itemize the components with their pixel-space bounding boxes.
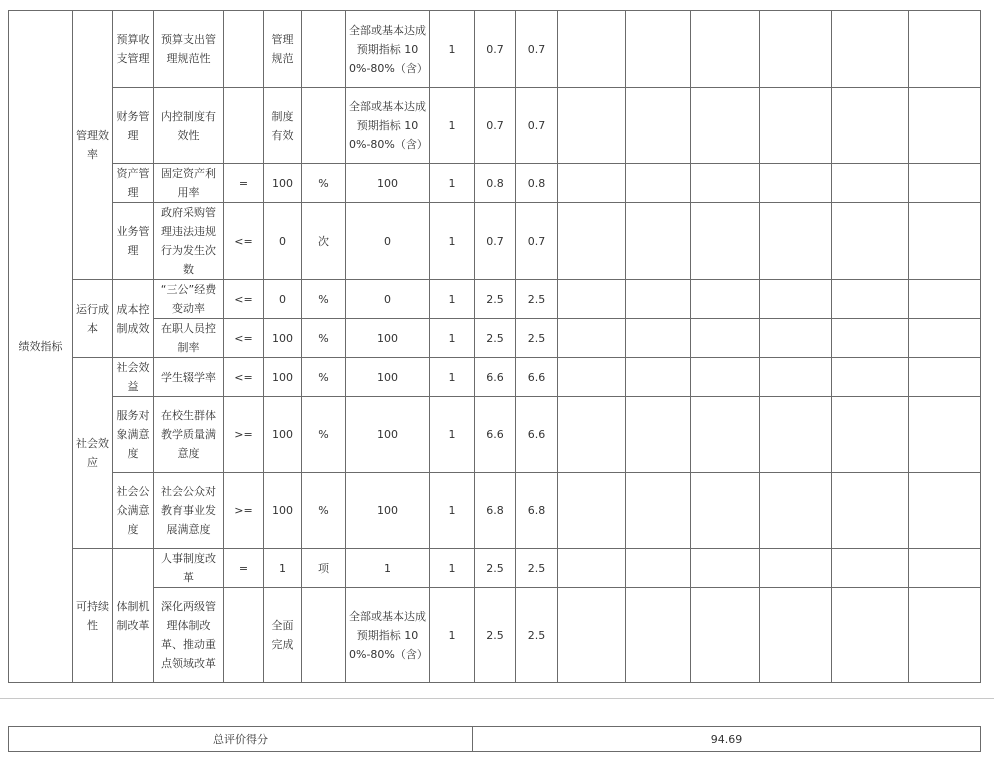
empty-cell <box>691 203 760 280</box>
empty-cell <box>558 164 626 203</box>
empty-cell <box>626 11 691 88</box>
empty-cell <box>760 203 832 280</box>
unit-cell: % <box>302 164 346 203</box>
table-row <box>9 727 981 752</box>
empty-cell <box>626 164 691 203</box>
target-cell: 100 <box>264 164 302 203</box>
performance-indicator-table <box>8 10 981 683</box>
group-cell: 运行成本 <box>73 280 113 358</box>
empty-cell <box>558 588 626 683</box>
actual-score-cell: 2.5 <box>516 280 558 319</box>
indicator-cell: 在校生群体教学质量满意度 <box>154 397 224 473</box>
standard-cell: 全部或基本达成预期指标 100%-80%（含） <box>346 588 430 683</box>
operator-cell: = <box>224 549 264 588</box>
table-row <box>9 164 981 203</box>
empty-cell <box>626 88 691 164</box>
empty-cell <box>558 358 626 397</box>
empty-cell <box>909 397 981 473</box>
standard-cell: 100 <box>346 473 430 549</box>
section-divider <box>0 698 994 699</box>
operator-cell <box>224 588 264 683</box>
empty-cell <box>760 358 832 397</box>
indicator-cell: 深化两级管理体制改革、推动重点领域改革 <box>154 588 224 683</box>
operator-cell: <= <box>224 203 264 280</box>
unit-cell: % <box>302 358 346 397</box>
unit-cell: % <box>302 319 346 358</box>
empty-cell <box>909 588 981 683</box>
indicator-cell: 学生辍学率 <box>154 358 224 397</box>
score-cell: 2.5 <box>475 549 516 588</box>
target-cell: 1 <box>264 549 302 588</box>
empty-cell <box>558 549 626 588</box>
empty-cell <box>832 588 909 683</box>
actual-score-cell: 6.8 <box>516 473 558 549</box>
group-cell: 管理效率 <box>73 11 113 280</box>
actual-score-cell: 6.6 <box>516 397 558 473</box>
score-cell: 0.8 <box>475 164 516 203</box>
standard-cell: 100 <box>346 164 430 203</box>
empty-cell <box>760 397 832 473</box>
target-cell: 管理规范 <box>264 11 302 88</box>
empty-cell <box>909 280 981 319</box>
empty-cell <box>691 164 760 203</box>
empty-cell <box>832 164 909 203</box>
table-row <box>9 358 981 397</box>
score-cell: 0.7 <box>475 203 516 280</box>
score-cell: 6.6 <box>475 397 516 473</box>
table-row <box>9 473 981 549</box>
empty-cell <box>691 319 760 358</box>
weight-cell: 1 <box>430 319 475 358</box>
empty-cell <box>832 280 909 319</box>
empty-cell <box>760 588 832 683</box>
empty-cell <box>832 473 909 549</box>
weight-cell: 1 <box>430 88 475 164</box>
standard-cell: 100 <box>346 319 430 358</box>
table-row <box>9 588 981 683</box>
empty-cell <box>760 549 832 588</box>
group-cell: 社会效应 <box>73 358 113 549</box>
operator-cell: >= <box>224 473 264 549</box>
table-row <box>9 397 981 473</box>
actual-score-cell: 2.5 <box>516 549 558 588</box>
group-cell: 可持续性 <box>73 549 113 683</box>
sub-indicator-cell: 体制机制改革 <box>113 549 154 683</box>
total-score-label: 总评价得分 <box>9 727 473 752</box>
sub-indicator-cell: 服务对象满意度 <box>113 397 154 473</box>
standard-cell: 1 <box>346 549 430 588</box>
empty-cell <box>832 88 909 164</box>
actual-score-cell: 2.5 <box>516 319 558 358</box>
empty-cell <box>626 549 691 588</box>
standard-cell: 0 <box>346 280 430 319</box>
operator-cell <box>224 11 264 88</box>
empty-cell <box>832 11 909 88</box>
indicator-cell: 预算支出管理规范性 <box>154 11 224 88</box>
empty-cell <box>691 588 760 683</box>
target-cell: 100 <box>264 397 302 473</box>
empty-cell <box>909 319 981 358</box>
empty-cell <box>558 397 626 473</box>
empty-cell <box>832 397 909 473</box>
empty-cell <box>760 473 832 549</box>
weight-cell: 1 <box>430 473 475 549</box>
empty-cell <box>909 203 981 280</box>
target-cell: 100 <box>264 473 302 549</box>
score-cell: 2.5 <box>475 280 516 319</box>
empty-cell <box>909 473 981 549</box>
empty-cell <box>760 88 832 164</box>
indicator-cell: 固定资产利用率 <box>154 164 224 203</box>
empty-cell <box>832 358 909 397</box>
empty-cell <box>558 203 626 280</box>
empty-cell <box>691 11 760 88</box>
empty-cell <box>832 319 909 358</box>
empty-cell <box>626 473 691 549</box>
weight-cell: 1 <box>430 280 475 319</box>
indicator-cell: 在职人员控制率 <box>154 319 224 358</box>
weight-cell: 1 <box>430 11 475 88</box>
empty-cell <box>691 358 760 397</box>
operator-cell <box>224 88 264 164</box>
sub-indicator-cell: 预算收支管理 <box>113 11 154 88</box>
unit-cell: 次 <box>302 203 346 280</box>
unit-cell: % <box>302 397 346 473</box>
table-row <box>9 88 981 164</box>
empty-cell <box>626 280 691 319</box>
total-score-value: 94.69 <box>473 727 981 752</box>
unit-cell: % <box>302 473 346 549</box>
empty-cell <box>691 280 760 319</box>
target-cell: 100 <box>264 319 302 358</box>
empty-cell <box>760 280 832 319</box>
empty-cell <box>626 203 691 280</box>
weight-cell: 1 <box>430 358 475 397</box>
indicator-cell: 人事制度改革 <box>154 549 224 588</box>
target-cell: 100 <box>264 358 302 397</box>
empty-cell <box>691 549 760 588</box>
sub-indicator-cell: 业务管理 <box>113 203 154 280</box>
empty-cell <box>691 473 760 549</box>
sub-indicator-cell: 资产管理 <box>113 164 154 203</box>
standard-cell: 100 <box>346 358 430 397</box>
target-cell: 0 <box>264 280 302 319</box>
sub-indicator-cell: 社会公众满意度 <box>113 473 154 549</box>
weight-cell: 1 <box>430 588 475 683</box>
empty-cell <box>626 358 691 397</box>
empty-cell <box>760 319 832 358</box>
actual-score-cell: 0.7 <box>516 88 558 164</box>
weight-cell: 1 <box>430 397 475 473</box>
score-cell: 0.7 <box>475 11 516 88</box>
empty-cell <box>691 397 760 473</box>
score-cell: 6.8 <box>475 473 516 549</box>
indicator-cell: 政府采购管理违法违规行为发生次数 <box>154 203 224 280</box>
sub-indicator-cell: 成本控制成效 <box>113 280 154 358</box>
score-cell: 2.5 <box>475 319 516 358</box>
target-cell: 全面完成 <box>264 588 302 683</box>
actual-score-cell: 0.8 <box>516 164 558 203</box>
unit-cell <box>302 588 346 683</box>
operator-cell: >= <box>224 397 264 473</box>
score-cell: 2.5 <box>475 588 516 683</box>
operator-cell: <= <box>224 358 264 397</box>
target-cell: 制度有效 <box>264 88 302 164</box>
operator-cell: <= <box>224 280 264 319</box>
operator-cell: = <box>224 164 264 203</box>
weight-cell: 1 <box>430 164 475 203</box>
empty-cell <box>832 203 909 280</box>
actual-score-cell: 0.7 <box>516 11 558 88</box>
indicator-cell: “三公”经费变动率 <box>154 280 224 319</box>
category-cell: 绩效指标 <box>9 11 73 683</box>
empty-cell <box>558 280 626 319</box>
standard-cell: 全部或基本达成预期指标 100%-80%（含） <box>346 11 430 88</box>
table-row <box>9 203 981 280</box>
weight-cell: 1 <box>430 549 475 588</box>
empty-cell <box>909 549 981 588</box>
unit-cell <box>302 11 346 88</box>
empty-cell <box>760 164 832 203</box>
empty-cell <box>626 397 691 473</box>
empty-cell <box>558 319 626 358</box>
actual-score-cell: 0.7 <box>516 203 558 280</box>
score-cell: 6.6 <box>475 358 516 397</box>
standard-cell: 全部或基本达成预期指标 100%-80%（含） <box>346 88 430 164</box>
empty-cell <box>558 473 626 549</box>
actual-score-cell: 2.5 <box>516 588 558 683</box>
table-row <box>9 280 981 319</box>
empty-cell <box>909 358 981 397</box>
total-score-table <box>8 726 981 752</box>
sub-indicator-cell: 财务管理 <box>113 88 154 164</box>
sub-indicator-cell: 社会效益 <box>113 358 154 397</box>
target-cell: 0 <box>264 203 302 280</box>
unit-cell: 项 <box>302 549 346 588</box>
actual-score-cell: 6.6 <box>516 358 558 397</box>
table-row <box>9 319 981 358</box>
table-row <box>9 11 981 88</box>
standard-cell: 100 <box>346 397 430 473</box>
empty-cell <box>760 11 832 88</box>
table-row <box>9 549 981 588</box>
score-cell: 0.7 <box>475 88 516 164</box>
empty-cell <box>909 164 981 203</box>
standard-cell: 0 <box>346 203 430 280</box>
empty-cell <box>558 88 626 164</box>
unit-cell <box>302 88 346 164</box>
weight-cell: 1 <box>430 203 475 280</box>
empty-cell <box>626 319 691 358</box>
unit-cell: % <box>302 280 346 319</box>
empty-cell <box>832 549 909 588</box>
empty-cell <box>626 588 691 683</box>
empty-cell <box>691 88 760 164</box>
indicator-cell: 内控制度有效性 <box>154 88 224 164</box>
operator-cell: <= <box>224 319 264 358</box>
empty-cell <box>909 88 981 164</box>
indicator-cell: 社会公众对教育事业发展满意度 <box>154 473 224 549</box>
empty-cell <box>909 11 981 88</box>
empty-cell <box>558 11 626 88</box>
